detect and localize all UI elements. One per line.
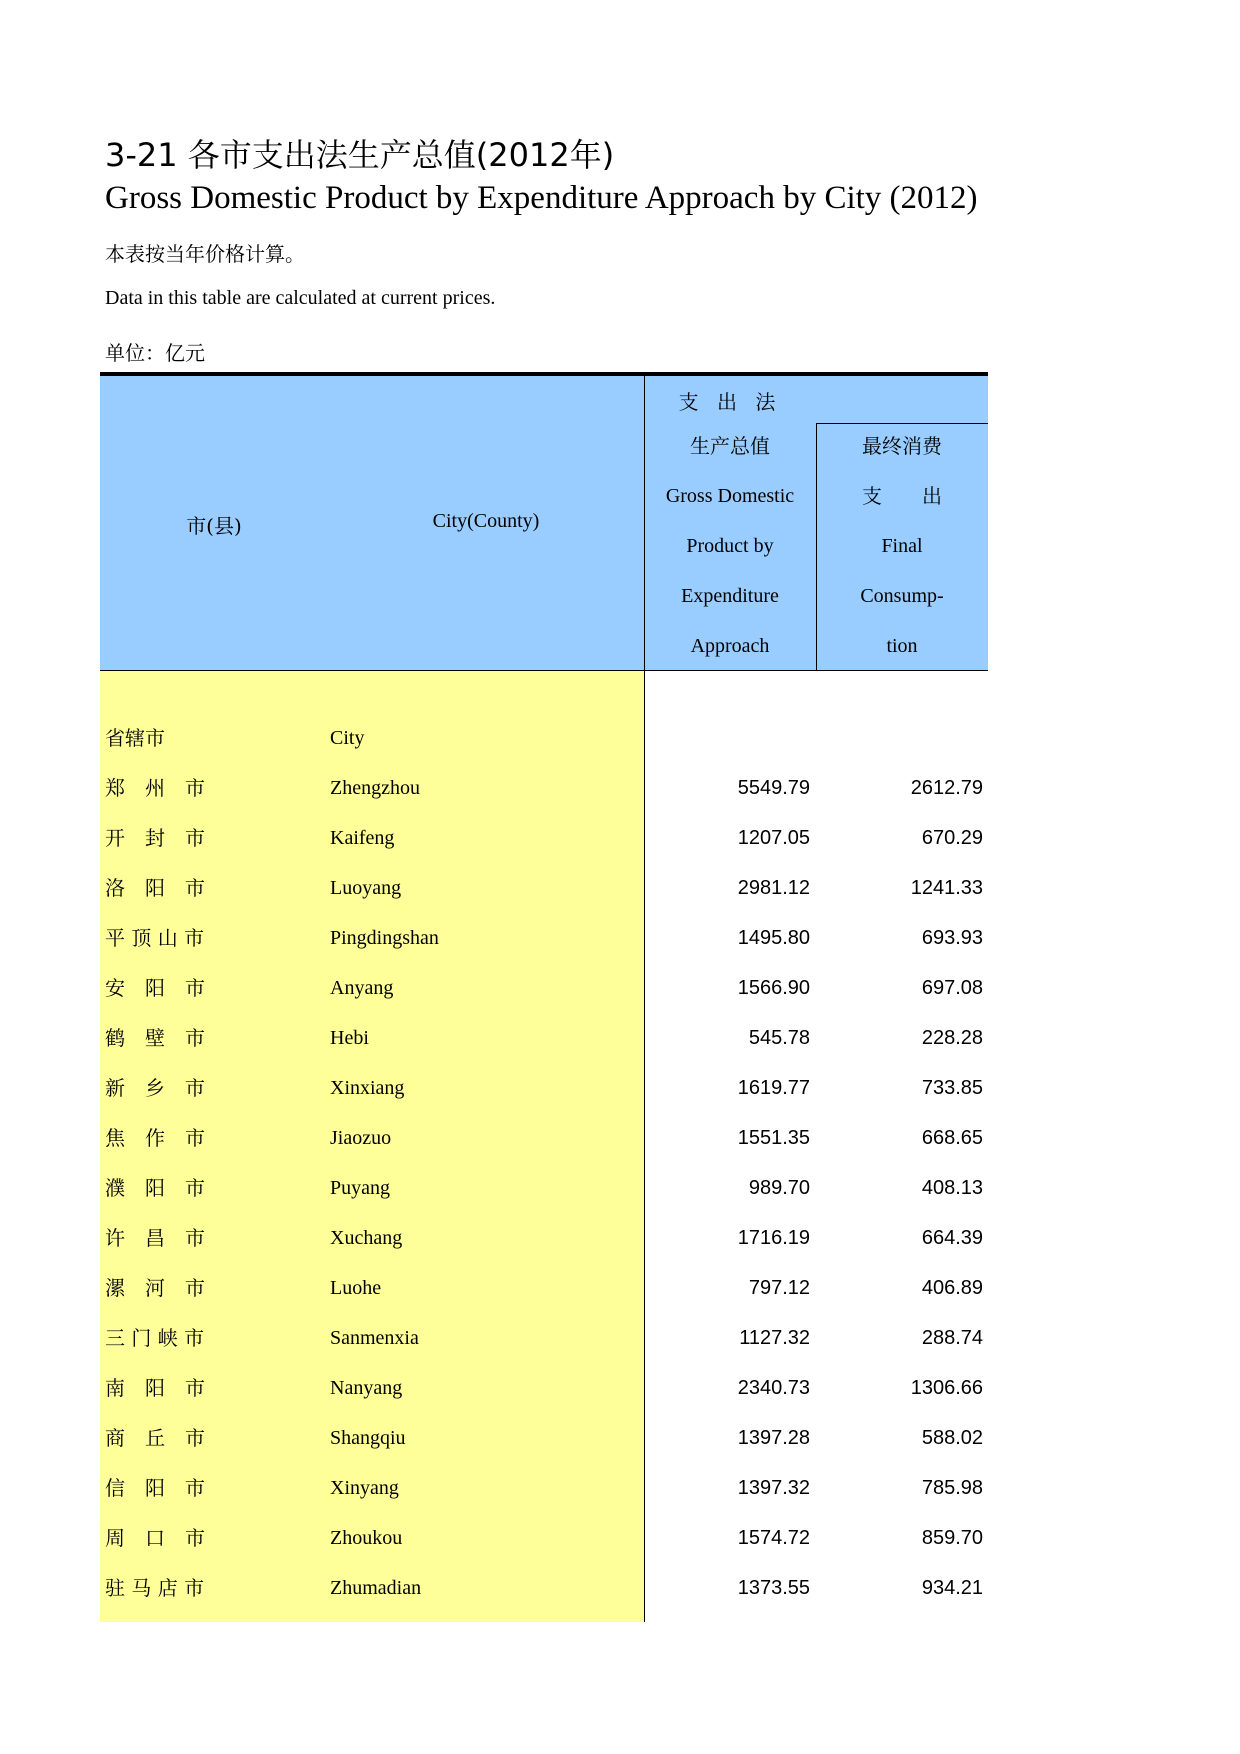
city-name-en: Zhumadian xyxy=(330,1577,422,1599)
city-name-zh: 平 顶 山 市 xyxy=(105,926,205,950)
table-row xyxy=(100,1513,988,1563)
header-gdp xyxy=(644,421,816,671)
table-row xyxy=(100,1563,988,1613)
gdp-value: 545.78 xyxy=(748,1027,810,1049)
city-name-en: Puyang xyxy=(330,1177,390,1199)
city-name-en: Xinxiang xyxy=(330,1077,405,1099)
page-title-zh: 3-21 各市支出法生产总值(2012年) xyxy=(105,136,615,174)
city-name-en: Luoyang xyxy=(330,877,402,899)
gdp-value: 1574.72 xyxy=(737,1527,810,1549)
gdp-value: 1716.19 xyxy=(737,1227,810,1249)
city-name-zh: 鹤 壁 市 xyxy=(105,1026,205,1050)
city-name-en: Hebi xyxy=(330,1027,369,1049)
table-row xyxy=(100,1013,988,1063)
city-name-en: Kaifeng xyxy=(330,827,395,849)
header-gdp-line: Gross Domestic xyxy=(665,485,795,507)
table-row xyxy=(100,813,988,863)
header-gdp-line: Expenditure xyxy=(681,585,779,607)
page-title-en: Gross Domestic Product by Expenditure Approach by City (2012) xyxy=(105,180,978,216)
final-consumption-value: 733.85 xyxy=(921,1077,983,1099)
final-consumption-value: 2612.79 xyxy=(910,777,983,799)
table-row xyxy=(100,1313,988,1363)
city-name-zh: 安 阳 市 xyxy=(105,976,205,1000)
header-gdp-line: Product by xyxy=(686,535,774,557)
gdp-value: 1619.77 xyxy=(737,1077,810,1099)
city-name-zh: 周 口 市 xyxy=(105,1526,205,1550)
city-name-zh: 南 阳 市 xyxy=(105,1376,205,1400)
gdp-value: 1397.28 xyxy=(737,1427,810,1449)
city-name-zh: 焦 作 市 xyxy=(105,1126,205,1150)
header-final-consumption xyxy=(816,421,988,671)
table-row xyxy=(100,1163,988,1213)
gdp-value: 1397.32 xyxy=(737,1477,810,1499)
city-name-en: Zhengzhou xyxy=(330,777,420,799)
table-row xyxy=(100,1363,988,1413)
city-name-zh: 洛 阳 市 xyxy=(105,876,205,900)
header-gdp-line: 生产总值 xyxy=(690,434,770,458)
header-city-en: City(County) xyxy=(432,510,540,532)
city-name-en: Shangqiu xyxy=(330,1427,406,1449)
final-consumption-value: 1306.66 xyxy=(910,1377,983,1399)
header-city-zh: 市(县) xyxy=(186,514,242,538)
header-fc-line: Final xyxy=(881,535,923,557)
final-consumption-value: 693.93 xyxy=(921,927,983,949)
table-row xyxy=(100,963,988,1013)
final-consumption-value: 668.65 xyxy=(921,1127,983,1149)
city-name-zh: 郑 州 市 xyxy=(105,776,205,800)
city-name-zh: 开 封 市 xyxy=(105,826,205,850)
city-name-en: Sanmenxia xyxy=(330,1327,419,1349)
final-consumption-value: 664.39 xyxy=(921,1227,983,1249)
table-row xyxy=(100,1413,988,1463)
city-name-en: Jiaozuo xyxy=(330,1127,392,1149)
final-consumption-value: 697.08 xyxy=(921,977,983,999)
city-name-en: Xinyang xyxy=(330,1477,399,1499)
table-row xyxy=(100,1113,988,1163)
gdp-value: 1551.35 xyxy=(737,1127,810,1149)
final-consumption-value: 785.98 xyxy=(921,1477,983,1499)
table-body xyxy=(100,671,988,1622)
city-name-zh: 许 昌 市 xyxy=(105,1226,205,1250)
table-row xyxy=(100,913,988,963)
city-name-zh: 商 丘 市 xyxy=(105,1426,205,1450)
section-label-zh: 省辖市 xyxy=(105,726,165,750)
note-zh: 本表按当年价格计算。 xyxy=(105,242,305,266)
section-label-en: City xyxy=(330,727,365,749)
table-header xyxy=(100,376,988,671)
final-consumption-value: 1241.33 xyxy=(910,877,983,899)
final-consumption-value: 859.70 xyxy=(921,1527,983,1549)
city-name-zh: 驻 马 店 市 xyxy=(105,1576,205,1600)
gdp-value: 989.70 xyxy=(748,1177,810,1199)
gdp-value: 5549.79 xyxy=(737,777,810,799)
final-consumption-value: 406.89 xyxy=(921,1277,983,1299)
header-fc-line: 支 出 xyxy=(862,484,942,508)
table-row xyxy=(100,1463,988,1513)
table-row xyxy=(100,1213,988,1263)
header-gdp-line: Approach xyxy=(690,635,770,657)
city-name-en: Zhoukou xyxy=(330,1527,403,1549)
city-name-en: Anyang xyxy=(330,977,394,999)
header-group-title: 支 出 法 xyxy=(678,390,782,414)
city-name-zh: 濮 阳 市 xyxy=(105,1176,205,1200)
gdp-value: 1373.55 xyxy=(737,1577,810,1599)
header-fc-line: tion xyxy=(886,635,918,657)
city-name-zh: 新 乡 市 xyxy=(105,1076,205,1100)
final-consumption-value: 588.02 xyxy=(921,1427,983,1449)
gdp-value: 797.12 xyxy=(748,1277,810,1299)
city-name-zh: 信 阳 市 xyxy=(105,1476,205,1500)
table-row xyxy=(100,763,988,813)
gdp-value: 1207.05 xyxy=(737,827,810,849)
city-name-en: Xuchang xyxy=(330,1227,403,1249)
final-consumption-value: 670.29 xyxy=(921,827,983,849)
table-row xyxy=(100,1063,988,1113)
city-name-en: Pingdingshan xyxy=(330,927,439,949)
gdp-value: 1127.32 xyxy=(739,1327,810,1349)
city-name-en: Nanyang xyxy=(330,1377,403,1399)
table-row xyxy=(100,863,988,913)
unit-label: 单位：亿元 xyxy=(105,341,205,365)
header-fc-line: 最终消费 xyxy=(862,434,942,458)
city-name-en: Luohe xyxy=(330,1277,382,1299)
note-en: Data in this table are calculated at current prices. xyxy=(105,287,496,309)
section-row xyxy=(100,713,988,763)
city-name-zh: 漯 河 市 xyxy=(105,1276,205,1300)
header-fc-line: Consump- xyxy=(860,585,944,607)
final-consumption-value: 934.21 xyxy=(921,1577,983,1599)
gdp-value: 1566.90 xyxy=(737,977,810,999)
final-consumption-value: 288.74 xyxy=(921,1327,983,1349)
gdp-value: 2340.73 xyxy=(737,1377,810,1399)
table-row xyxy=(100,1263,988,1313)
gdp-value: 1495.80 xyxy=(737,927,810,949)
final-consumption-value: 408.13 xyxy=(921,1177,983,1199)
final-consumption-value: 228.28 xyxy=(921,1027,983,1049)
city-name-zh: 三 门 峡 市 xyxy=(105,1326,205,1350)
gdp-value: 2981.12 xyxy=(737,877,810,899)
